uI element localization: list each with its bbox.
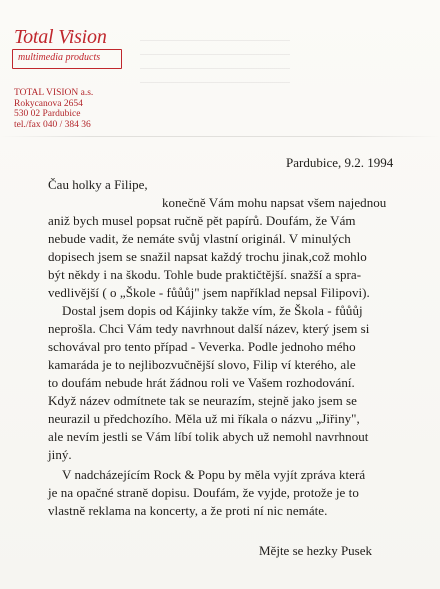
body-line: konečně Vám mohu napsat všem najednou <box>162 195 387 210</box>
body-line: Dostal jsem dopis od Kájinky takže vím, že Škola - fůůůj <box>62 303 363 318</box>
body-line: schovával pro tento případ - Veverka. Podle jednoho mého <box>48 339 356 354</box>
fold-line <box>0 136 440 137</box>
body-line: jiný. <box>48 447 72 462</box>
logo-title: Total Vision <box>14 26 107 48</box>
body-line: neurazil u předchozího. Měla už mi říkala o názvu „Jiřiny", <box>48 411 360 426</box>
company-address <box>14 88 93 130</box>
company-logo <box>12 22 124 80</box>
body-line: aniž bych musel popsat ručně pět papírů. Doufám, že Vám <box>48 213 356 228</box>
logo-subtitle: multimedia products <box>18 52 101 63</box>
company-city: 530 02 Pardubice <box>14 109 81 119</box>
body-line: nebude vadit, že nemáte svůj vlastní originál. V minulých <box>48 231 351 246</box>
body-line: kamaráda je to nejlibozvučnější slovo, Filip ví kterého, ale <box>48 357 356 372</box>
company-name: TOTAL VISION a.s. <box>14 88 94 98</box>
body-line: vlastně reklama na koncerty, a že proti ní nic nemáte. <box>48 503 328 518</box>
body-line: to doufám nebude hrát žádnou roli ve Vašem rozhodování. <box>48 375 355 390</box>
body-line: ale nevím jestli se Vám líbí tolik abych už nemohl navrhnout <box>48 429 369 444</box>
body-line: je na opačné straně dopisu. Doufám, že vyjde, protože je to <box>48 485 359 500</box>
body-line: dopisech jsem se snažil napsat každý trochu jinak,což mohlo <box>48 249 367 264</box>
company-phone: tel./fax 040 / 384 36 <box>14 119 91 130</box>
show-through-shadow <box>140 40 290 90</box>
company-street: Rokycanova 2654 <box>14 98 83 109</box>
body-line: Když název odmítnete tak se neurazím, stejně jako jsem se <box>48 393 357 408</box>
letter-date: Pardubice, 9.2. 1994 <box>286 155 394 170</box>
body-line: vedlivější ( o „Škole - fůůůj" jsem například nepsal Filipovi). <box>48 285 370 300</box>
letter-closing: Mějte se hezky Pusek <box>259 543 373 558</box>
letter-greeting: Čau holky a Filipe, <box>48 177 148 192</box>
body-line: V nadcházejícím Rock & Popu by měla vyjít zpráva která <box>62 467 366 482</box>
body-line: neprošla. Chci Vám tedy navrhnout další název, který jsem si <box>48 321 370 336</box>
body-line: být někdy i na škodu. Tohle bude praktičtější. snažší a spra- <box>48 267 362 282</box>
